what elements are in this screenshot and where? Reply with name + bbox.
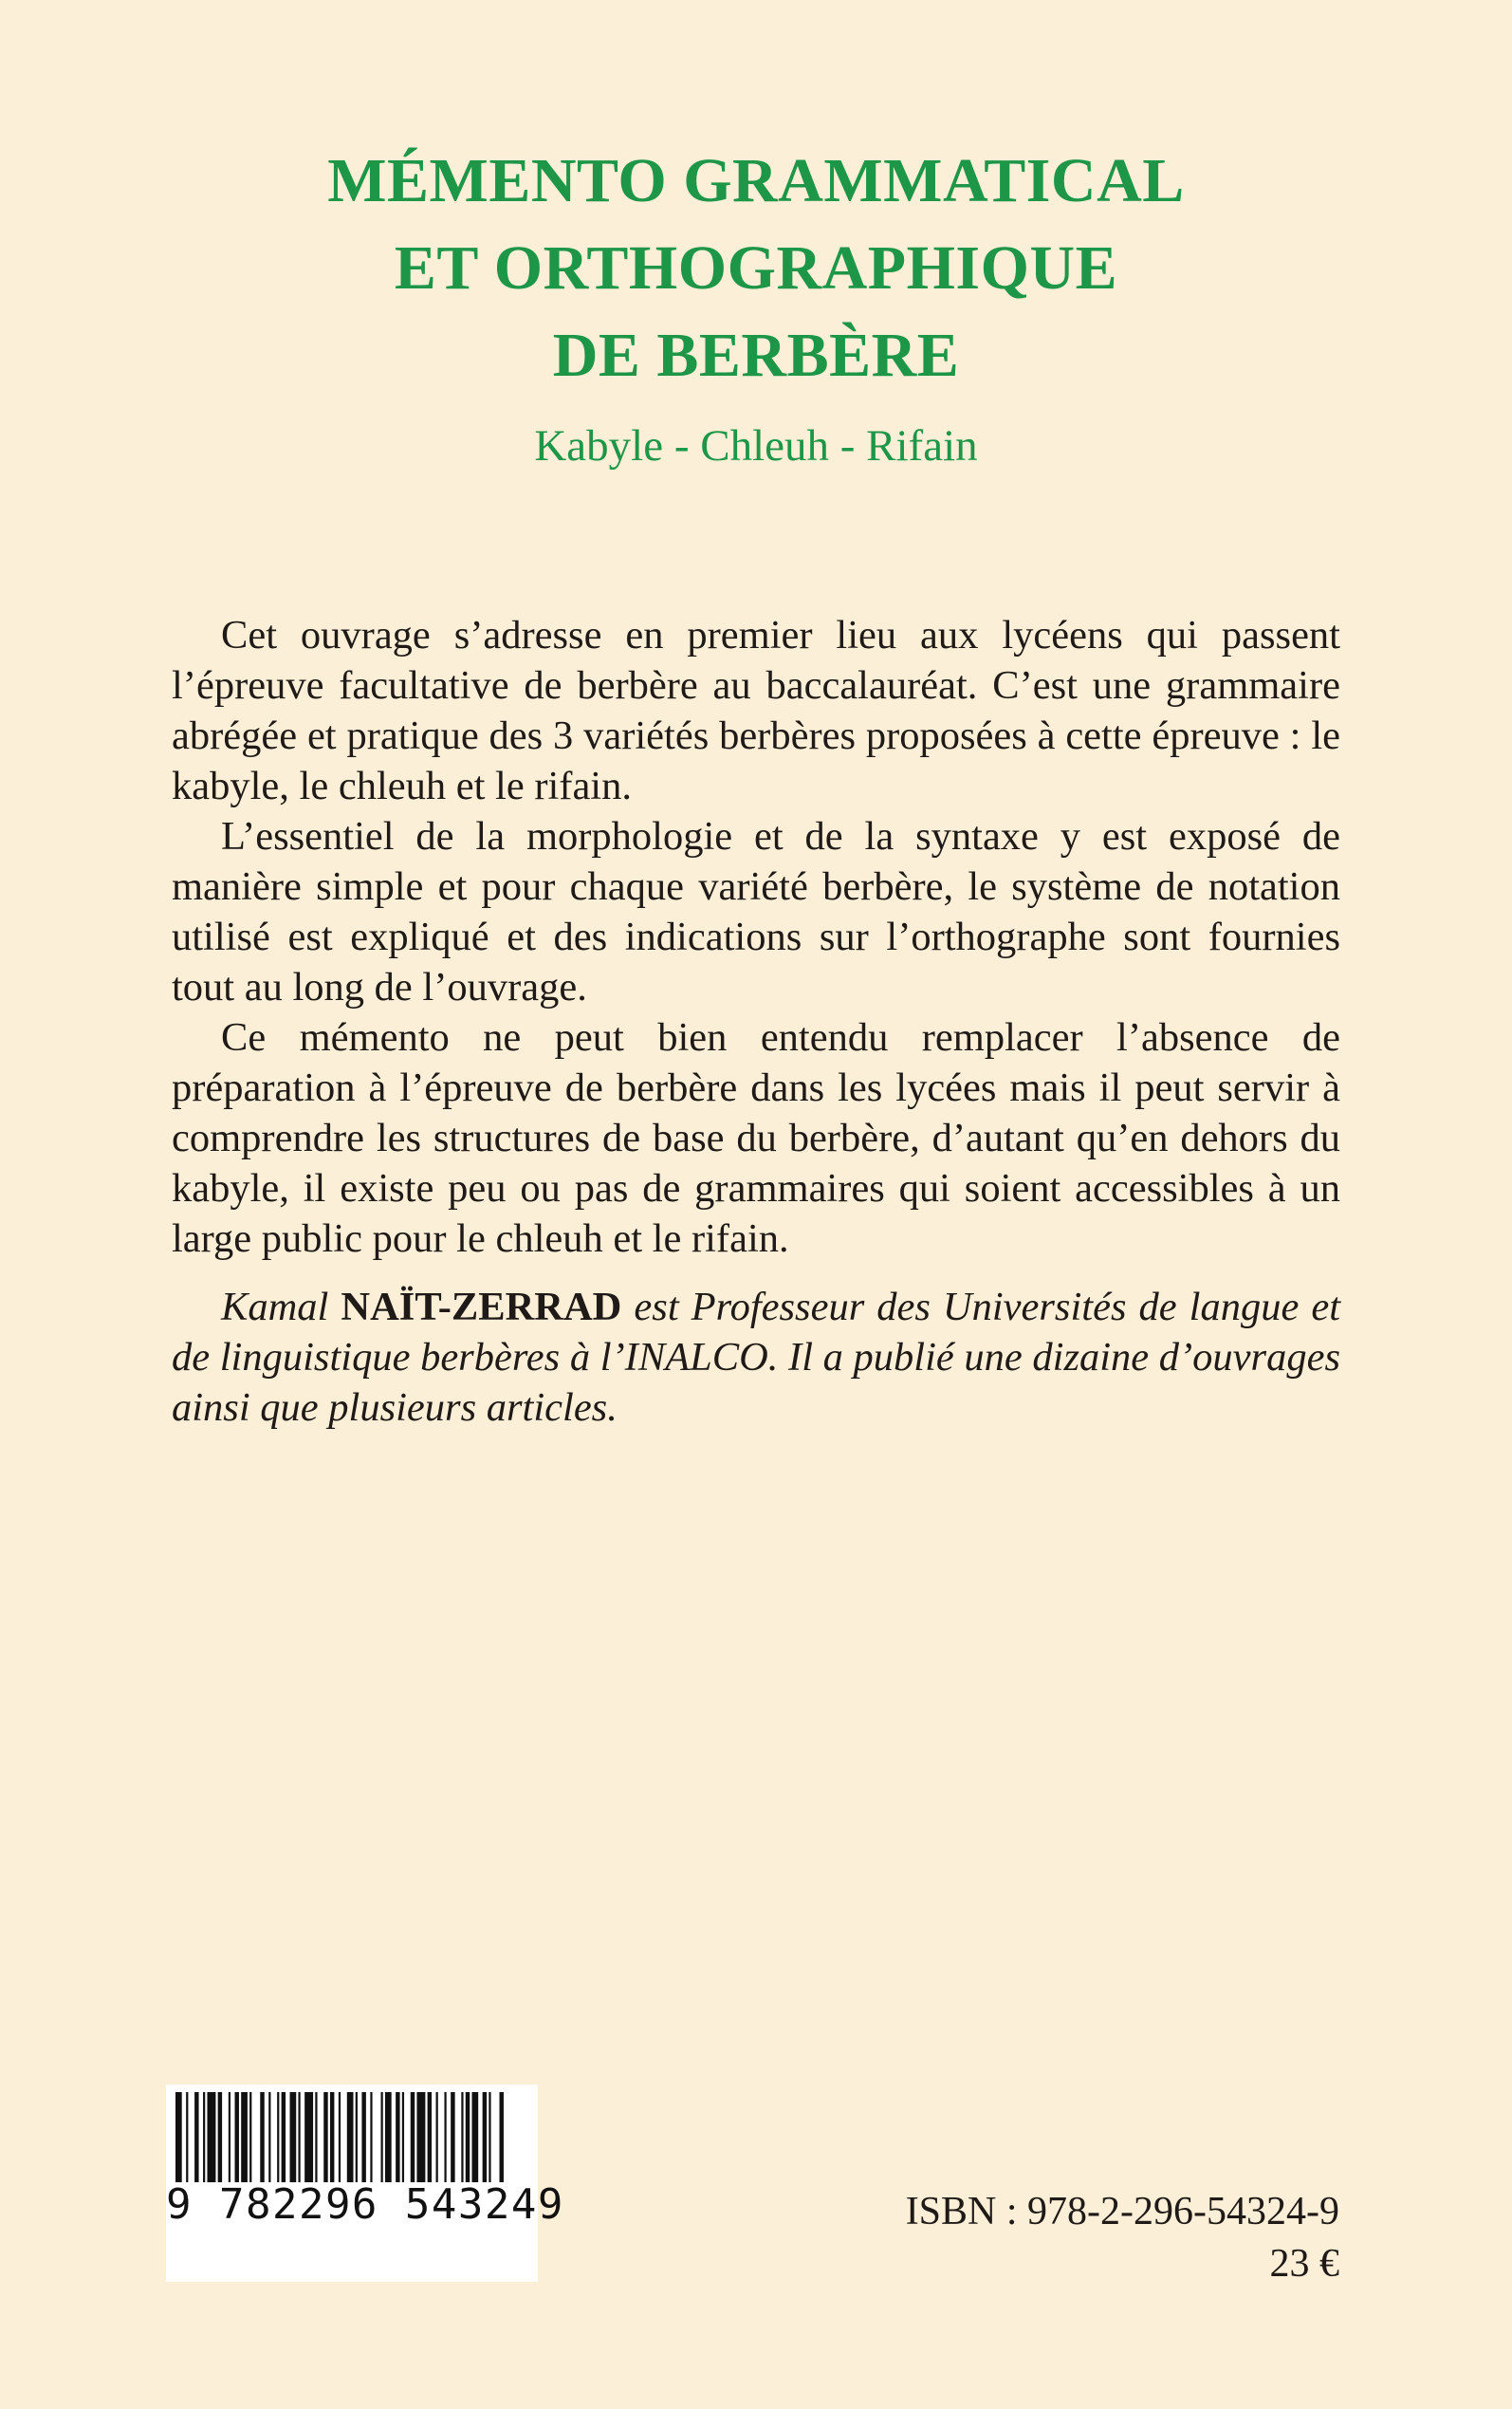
isbn: ISBN : 978-2-296-54324-9 — [905, 2190, 1339, 2233]
barcode-bar — [277, 2092, 279, 2182]
barcode-bar — [428, 2092, 432, 2182]
barcode-bar — [356, 2092, 358, 2182]
barcode-bar — [218, 2092, 222, 2182]
barcode-bar — [402, 2092, 404, 2182]
author-first-name: Kamal — [221, 1285, 329, 1329]
barcode-bar — [370, 2092, 372, 2182]
barcode-bar — [451, 2092, 454, 2182]
description — [172, 610, 1340, 1264]
barcode-bar — [471, 2092, 478, 2182]
barcode-bar — [241, 2092, 248, 2182]
barcode-bar — [461, 2092, 463, 2182]
barcode-bar — [175, 2092, 182, 2182]
barcode-bar — [268, 2092, 270, 2182]
title-line-2: ET ORTHOGRAPHIQUE — [394, 233, 1118, 303]
barcode-bar — [282, 2092, 286, 2182]
barcode-bar — [466, 2092, 470, 2182]
barcode-bar — [235, 2092, 239, 2182]
book-subtitle: Kabyle - Chleuh - Rifain — [534, 421, 978, 471]
barcode-bar — [483, 2092, 487, 2182]
title-line-3: DE BERBÈRE — [552, 321, 960, 390]
barcode-bar — [381, 2092, 383, 2182]
barcode-bar — [260, 2092, 264, 2182]
barcode-digits: 9 782296 543249 — [166, 2180, 564, 2229]
barcode-bar — [186, 2092, 188, 2182]
barcode-bar — [315, 2092, 317, 2182]
description-paragraph-3: Ce mémento ne peut bien entendu remplacer l’absence de préparation à l’épreuve de berbère dans les lycées mais il peut servir à comprendre les structures de base du berbère, d’autant qu’en dehors du kabyle, il existe peu ou pas de grammaires qui soient accessibles à un large public pour le chleuh et le rifain. — [172, 1015, 1340, 1261]
barcode-bar — [330, 2092, 334, 2182]
barcode-bar — [207, 2092, 215, 2182]
barcode-bar — [347, 2092, 354, 2182]
barcode-bar — [203, 2092, 205, 2182]
author-surname: NAÏT-ZERRAD — [341, 1285, 622, 1329]
barcode-bar — [411, 2092, 415, 2182]
barcode-bar — [229, 2092, 230, 2182]
barcode-bar — [489, 2092, 490, 2182]
description-paragraph-1: Cet ouvrage s’adresse en premier lieu aux lycéens qui passent l’épreuve facultative de berbère au baccalauréat. C’est une grammaire abrégée et pratique des 3 variétés berbères proposées à cette épreuve : le kabyle, le chleuh et le rifain. — [172, 613, 1340, 808]
barcode-bar — [249, 2092, 251, 2182]
barcode-bar — [416, 2092, 425, 2182]
barcode-bar — [444, 2092, 446, 2182]
barcode-bar — [298, 2092, 300, 2182]
barcode-bar — [304, 2092, 313, 2182]
barcode-bar — [323, 2092, 327, 2182]
barcode-bar — [290, 2092, 297, 2182]
barcode-bar — [500, 2092, 504, 2182]
author-bio — [172, 1282, 1340, 1433]
barcode-bar — [436, 2092, 438, 2182]
barcode-bar — [194, 2092, 198, 2182]
title-line-1: MÉMENTO GRAMMATICAL — [327, 146, 1185, 215]
book-title — [0, 138, 1512, 399]
barcode-bar — [339, 2092, 341, 2182]
description-paragraph-2: L’essentiel de la morphologie et de la syntaxe y est exposé de manière simple et pour chaque variété berbère, le système de notation utilisé est expliqué et des indications sur l’orthographe sont fournies tout au long de l’ouvrage. — [172, 814, 1340, 1010]
barcode-bar — [396, 2092, 399, 2182]
barcode-bar — [385, 2092, 392, 2182]
barcode-bar — [361, 2092, 365, 2182]
price: 23 € — [1269, 2242, 1339, 2286]
author-bio-text: est Professeur des Universités de langue et de linguistique berbères à l’INALCO. Il a publié une dizaine d’ouvrages ainsi que plusieurs articles. — [172, 1285, 1341, 1430]
